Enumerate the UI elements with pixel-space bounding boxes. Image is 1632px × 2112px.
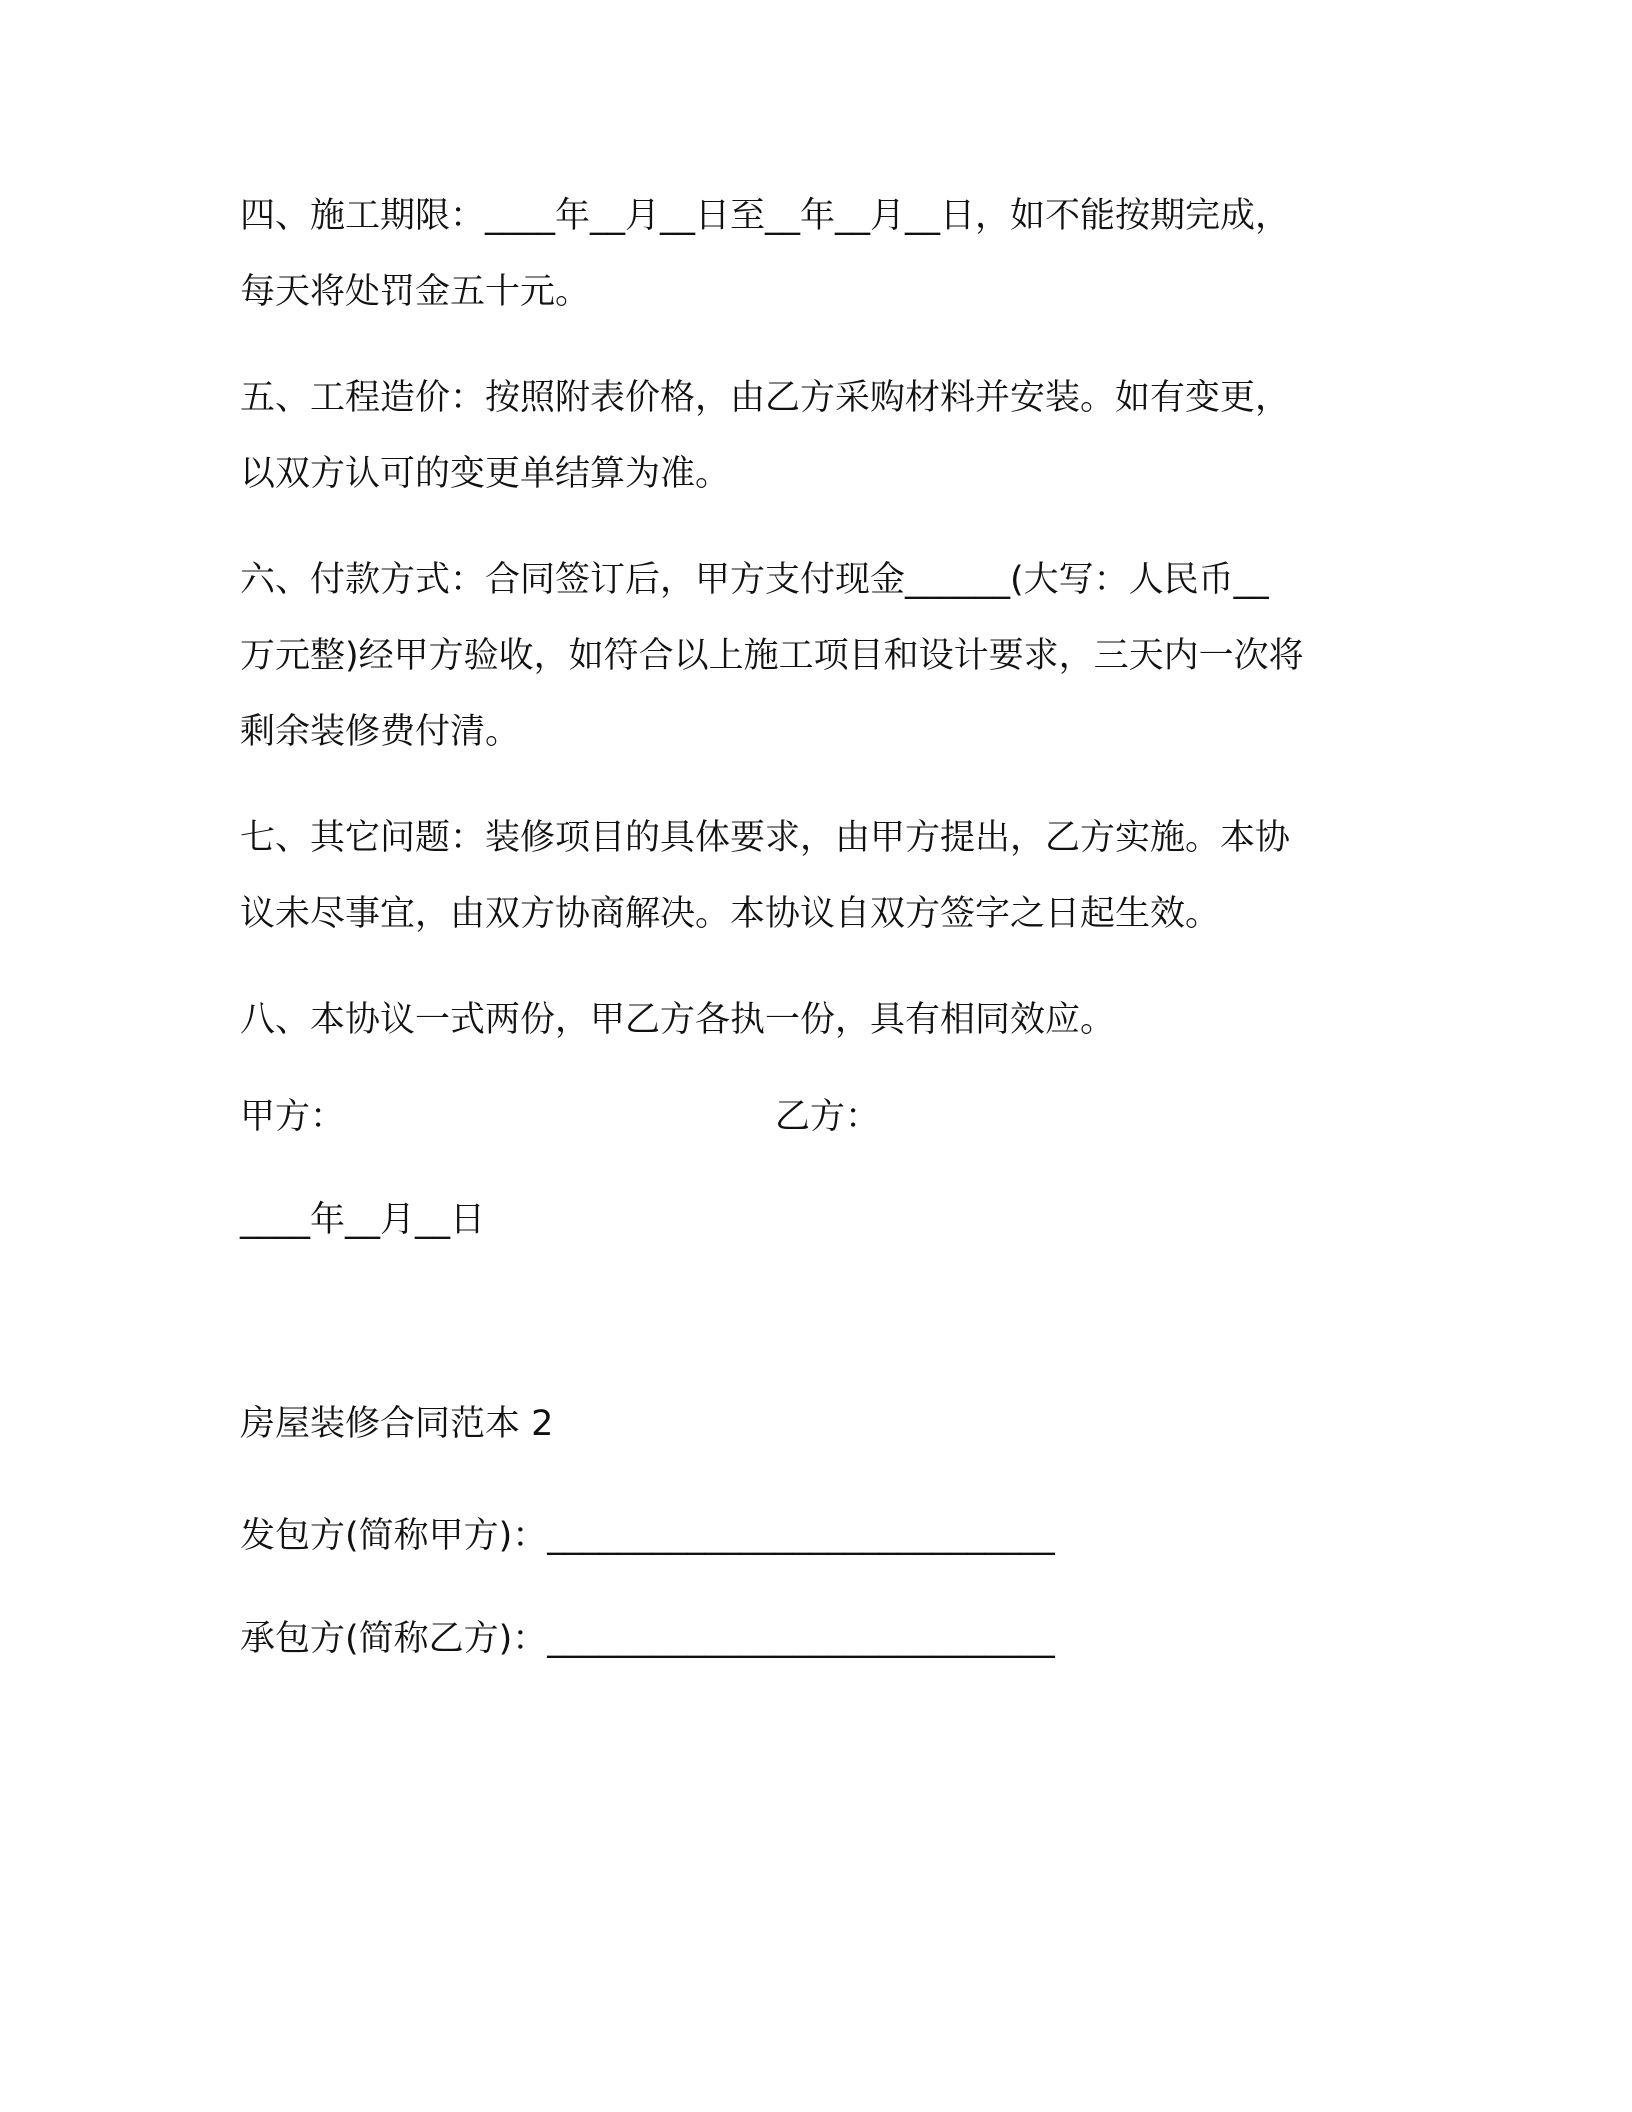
signature-date: ____年__月__日 [240, 1200, 486, 1240]
clause-7-line-2: 议未尽事宜，由双方协商解决。本协议自双方签字之日起生效。 [240, 894, 1221, 934]
second-contract-title: 房屋装修合同范本 2 [240, 1404, 554, 1444]
clause-5 [240, 360, 1390, 512]
clause-8 [240, 982, 1390, 1058]
employer-field: 发包方(简称甲方)：_____________________________ [240, 1516, 1055, 1556]
clause-4-line-1: 四、施工期限：____年__月__日至__年__月__日，如不能按期完成， [240, 196, 1291, 236]
clause-6-line-3: 剩余装修费付清。 [240, 712, 521, 752]
clause-6 [240, 542, 1390, 770]
clause-5-line-1: 五、工程造价：按照附表价格，由乙方采购材料并安装。如有变更， [240, 378, 1291, 418]
clause-6-line-2: 万元整)经甲方验收，如符合以上施工项目和设计要求，三天内一次将 [240, 636, 1304, 676]
clause-6-line-1: 六、付款方式：合同签订后，甲方支付现金______(大写：人民币__ [240, 560, 1269, 600]
clause-4 [240, 178, 1390, 330]
clause-5-line-2: 以双方认可的变更单结算为准。 [240, 454, 731, 494]
contractor-field: 承包方(简称乙方)：_____________________________ [240, 1619, 1055, 1659]
party-a-signature-label: 甲方： [240, 1097, 346, 1137]
clause-4-line-2: 每天将处罚金五十元。 [240, 272, 591, 312]
clause-8-line-1: 八、本协议一式两份，甲乙方各执一份，具有相同效应。 [240, 1000, 1116, 1040]
party-b-signature-label: 乙方： [775, 1097, 881, 1137]
clause-7 [240, 800, 1390, 952]
clause-7-line-1: 七、其它问题：装修项目的具体要求，由甲方提出，乙方实施。本协 [240, 818, 1291, 858]
